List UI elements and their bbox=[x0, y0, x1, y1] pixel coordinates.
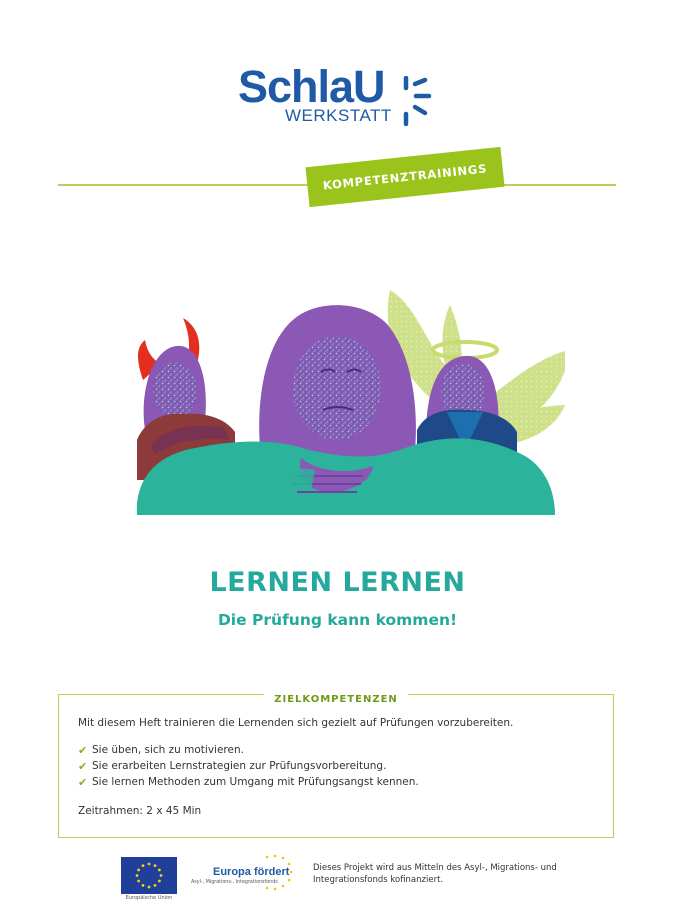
europa-subtitle: Asyl-, Migrations-, Integrationsfonds bbox=[191, 880, 278, 885]
category-badge bbox=[305, 147, 504, 207]
list-item bbox=[78, 743, 601, 758]
students-illustration bbox=[125, 280, 565, 520]
checkmark-icon: ✔ bbox=[78, 744, 88, 757]
competencies-box bbox=[58, 694, 614, 838]
logo-subtitle: WERKSTATT bbox=[285, 106, 392, 125]
list-item bbox=[78, 775, 601, 790]
competencies-label bbox=[59, 687, 613, 706]
document-title: LERNEN LERNEN bbox=[209, 567, 466, 598]
checkmark-icon: ✔ bbox=[78, 760, 88, 773]
competencies-intro: Mit diesem Heft trainieren die Lernenden sich gezielt auf Prüfungen vorzubereiten. bbox=[78, 717, 514, 729]
category-badge-label: KOMPETENZTRAININGS bbox=[322, 161, 488, 193]
timeframe: Zeitrahmen: 2 x 45 Min bbox=[78, 805, 202, 817]
logo-rays-icon bbox=[398, 76, 438, 126]
europa-foerdert-logo bbox=[191, 852, 299, 898]
checkmark-icon: ✔ bbox=[78, 776, 88, 789]
list-item-text: Sie erarbeiten Lernstrategien zur Prüfungsvorbereitung. bbox=[92, 760, 387, 772]
list-item-text: Sie üben, sich zu motivieren. bbox=[92, 744, 244, 756]
document-subtitle: Die Prüfung kann kommen! bbox=[217, 611, 458, 629]
list-item-text: Sie lernen Methoden zum Umgang mit Prüfungsangst kennen. bbox=[92, 776, 419, 788]
funding-notice: Dieses Projekt wird aus Mitteln des Asyl-, Migrations- und Integrationsfonds kofinanziert. bbox=[313, 863, 557, 885]
competencies-list bbox=[78, 743, 601, 790]
schlau-werkstatt-logo bbox=[238, 62, 438, 132]
logo-wordmark: SchlaU bbox=[238, 61, 385, 112]
eu-flag-logo bbox=[121, 857, 177, 894]
eu-caption: Europäische Union bbox=[125, 895, 173, 901]
europa-title: Europa fördert bbox=[213, 866, 290, 878]
footer bbox=[0, 852, 675, 900]
list-item bbox=[78, 759, 601, 774]
competencies-body bbox=[78, 716, 601, 819]
eu-stars-icon bbox=[121, 857, 177, 894]
competencies-heading: ZIELKOMPETENZEN bbox=[264, 694, 408, 705]
